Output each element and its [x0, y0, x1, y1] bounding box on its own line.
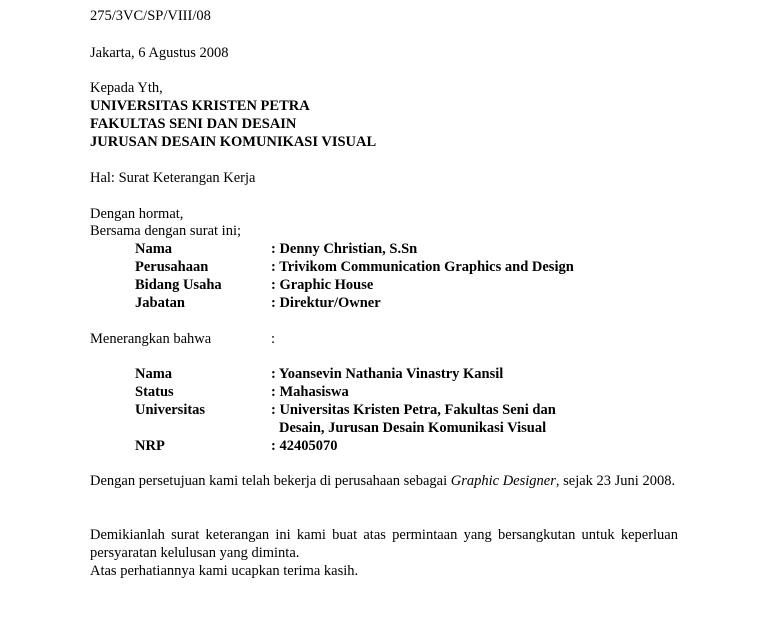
signer-name-value: : Denny Christian, S.Sn [271, 241, 418, 257]
signer-row-name [135, 240, 417, 258]
letter-number: 275/3VC/SP/VIII/08 [90, 8, 211, 24]
person-name-label: Nama [135, 366, 173, 382]
signer-row-position [135, 294, 381, 312]
body-paragraph-2: Demikianlah surat keterangan ini kami buat atas permintaan yang bersangkutan untuk keperluan persyaratan kelulusan yang diminta. [90, 527, 678, 561]
letter-subject: Hal: Surat Keterangan Kerja [90, 170, 256, 186]
person-row-university-cont [279, 419, 546, 437]
person-row-name [135, 365, 503, 383]
letter-intro: Bersama dengan surat ini; [90, 223, 241, 239]
signer-company-value: : Trivikom Communication Graphics and Design [271, 259, 574, 275]
body-paragraph-1 [90, 472, 678, 490]
person-name-value: : Yoansevin Nathania Vinastry Kansil [271, 366, 504, 382]
person-row-status [135, 383, 349, 401]
signer-name-label: Nama [135, 241, 173, 257]
letter-closing: Atas perhatiannya kami ucapkan terima kasih. [90, 563, 359, 579]
signer-position-value: : Direktur/Owner [271, 295, 381, 311]
letter-opening: Dengan hormat, [90, 206, 184, 222]
body-1-text-end: , sejak 23 Juni 2008. [555, 473, 676, 489]
body-1-job-title: Graphic Designer [450, 473, 556, 489]
person-university-value-line-2: Desain, Jurusan Desain Komunikasi Visual [279, 420, 547, 436]
person-nrp-label: NRP [135, 438, 165, 454]
signer-row-business [135, 276, 373, 294]
person-status-label: Status [135, 384, 174, 400]
person-row-university [135, 401, 556, 419]
statement-label: Menerangkan bahwa [90, 331, 212, 347]
signer-row-company [135, 258, 574, 276]
person-university-label: Universitas [135, 402, 206, 418]
letter-place-date: Jakarta, 6 Agustus 2008 [90, 45, 229, 61]
person-nrp-value: : 42405070 [271, 438, 338, 454]
statement-colon: : [271, 331, 276, 347]
signer-business-label: Bidang Usaha [135, 277, 222, 293]
recipient-line-1: UNIVERSITAS KRISTEN PETRA [90, 98, 310, 114]
person-row-nrp [135, 437, 337, 455]
person-status-value: : Mahasiswa [271, 384, 349, 400]
signer-business-value: : Graphic House [271, 277, 374, 293]
signer-company-label: Perusahaan [135, 259, 209, 275]
signer-position-label: Jabatan [135, 295, 185, 311]
recipient-line-3: JURUSAN DESAIN KOMUNIKASI VISUAL [90, 134, 377, 150]
recipient-greeting: Kepada Yth, [90, 80, 163, 96]
body-1-text: Dengan persetujuan kami telah bekerja di perusahaan sebagai [90, 473, 451, 489]
recipient-line-2: FAKULTAS SENI DAN DESAIN [90, 116, 297, 132]
person-university-value-line-1: : Universitas Kristen Petra, Fakultas Seni dan [271, 402, 556, 418]
